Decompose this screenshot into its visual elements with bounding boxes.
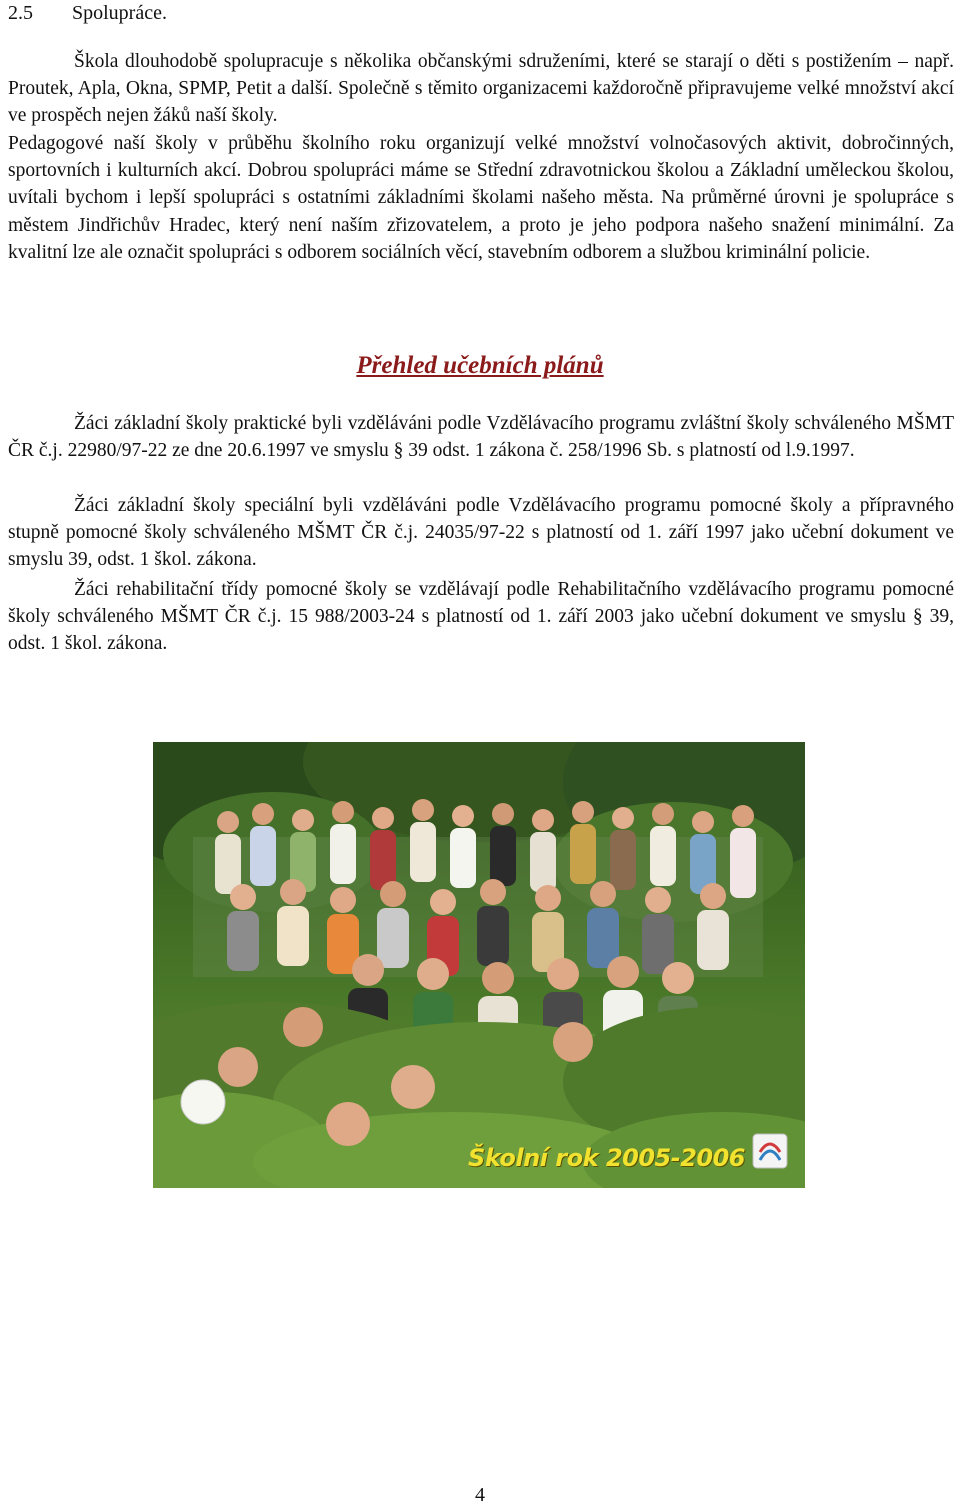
paragraph-rehabilitation-class: Žáci rehabilitační třídy pomocné školy se vzdělávají podle Rehabilitačního vzdělávacího programu pomocné školy schváleného MŠMT ČR č.j. 15 988/2003-24 s platností od 1. září 2003 jako učební dokument ve smyslu § 39, odst. 1 škol. zákona. xyxy=(8,579,954,655)
group-photo-illustration xyxy=(153,742,805,1188)
paragraph-special-school: Žáci základní školy speciální byli vzděláváni podle Vzdělávacího programu pomocné školy a přípravného stupně pomocné školy schváleného MŠMT ČR č.j. 24035/97-22 s platností od 1. září 1997 jako učební dokument ve smyslu 39, odst. 1 škol. zákona. xyxy=(8,495,954,571)
section-title: Spolupráce. xyxy=(72,2,167,24)
page-number: 4 xyxy=(475,1484,485,1506)
curriculum-overview-heading: Přehled učebních plánů xyxy=(356,352,604,379)
section-heading xyxy=(8,0,167,26)
paragraph-practical-school: Žáci základní školy praktické byli vzděláváni podle Vzdělávacího programu zvláštní školy schváleného MŠMT ČR č.j. 22980/97-22 ze dne 20.6.1997 ve smyslu § 39 odst. 1 zákona č. 258/1996 Sb. s platností od l.9.1997. xyxy=(8,413,954,462)
staff-group-photo xyxy=(153,742,805,1188)
paragraph-cooperation-activities: Pedagogové naší školy v průběhu školního roku organizují velké množství volnočasových aktivit, dobročinných, sportovních i kulturních akcí. Dobrou spolupráci máme se Střední zdravotnickou školou a Základní uměleckou školou, uvítali bychom i lepší spolupráci s ostatními základními školami našeho města. Na průměrné úrovni je spolupráce s městem Jindřichův Hradec, který není naším zřizovatelem, a proto je jeho podpora našeho snažení minimální. Za kvalitní lze ale označit spolupráci s odborem sociálních věcí, stavebním odborem a službou kriminální policie. xyxy=(8,133,954,263)
section-number: 2.5 xyxy=(8,2,33,24)
paragraph-cooperation-associations: Škola dlouhodobě spolupracuje s několika občanskými sdruženími, které se starají o děti s postižením – např. Proutek, Apla, Okna, SPMP, Petit a další. Společně s těmito organizacemi každoročně připravujeme velké množství akcí ve prospěch nejen žáků naší školy. xyxy=(8,51,954,127)
photo-caption: Školní rok 2005-2006 xyxy=(468,1144,745,1172)
